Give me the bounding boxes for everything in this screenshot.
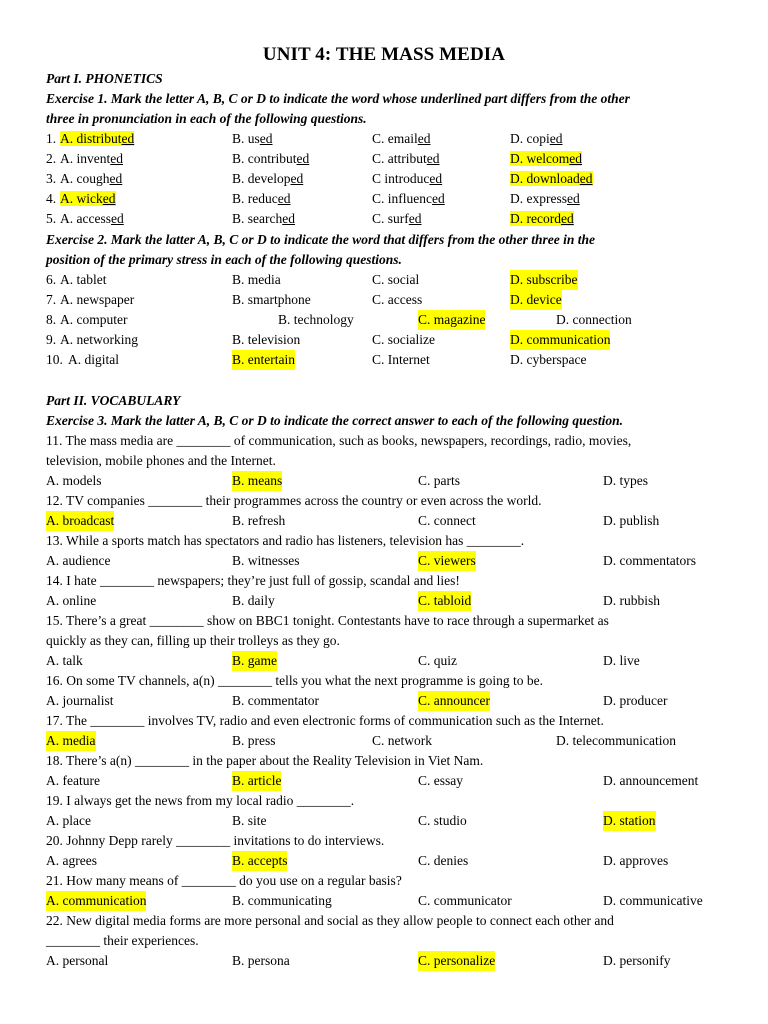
option-text	[372, 191, 445, 206]
highlighted-answer: A. broadcast	[46, 511, 114, 531]
underlined-part: ed	[417, 131, 431, 146]
answer-option	[372, 169, 442, 189]
question-text: 14. I hate ________ newspapers; they’re just full of gossip, scandal and lies!	[46, 573, 460, 588]
option-text	[372, 131, 431, 146]
answer-option: A. digital	[68, 352, 119, 367]
answer-option: D. types	[603, 473, 648, 488]
question-number: 9.	[46, 332, 57, 347]
answer-option: C. parts	[418, 473, 460, 488]
underlined-part: ed	[121, 131, 135, 146]
highlighted-answer: B. article	[232, 771, 281, 791]
answer-option	[60, 189, 116, 209]
answer-option	[372, 149, 440, 169]
exercise3-instruction: Exercise 3. Mark the latter A, B, C or D to indicate the correct answer to each of the following question.	[46, 413, 624, 428]
question-text: 20. Johnny Depp rarely ________ invitations to do interviews.	[46, 833, 385, 848]
options-row	[46, 551, 746, 571]
answer-option: D. approves	[603, 853, 669, 868]
question-text: 15. There’s a great ________ show on BBC1 tonight. Contestants have to race through a supermarket as	[46, 613, 609, 628]
answer-option: C. Internet	[372, 352, 430, 367]
options-row	[46, 471, 746, 491]
answer-option: B. television	[232, 332, 301, 347]
answer-option	[60, 209, 124, 229]
question-row	[46, 270, 746, 290]
underlined-part: ed	[282, 211, 295, 226]
answer-option: D. telecommunication	[556, 733, 676, 748]
answer-option	[510, 209, 574, 229]
exercise1-instruction-line2: three in pronunciation in each of the following questions.	[46, 111, 367, 126]
question-number: 8.	[46, 312, 57, 327]
answer-option: B. site	[232, 813, 267, 828]
answer-option: C. network	[372, 733, 432, 748]
answer-option: D. commentators	[603, 553, 696, 568]
answer-option: C. social	[372, 272, 420, 287]
highlighted-answer	[510, 171, 593, 186]
option-stem: C. attribut	[372, 151, 427, 166]
question-text: 19. I always get the news from my local radio ________.	[46, 793, 355, 808]
answer-option	[510, 149, 582, 169]
question-row	[46, 209, 746, 229]
option-text	[232, 171, 303, 186]
question-number: 5.	[46, 211, 57, 226]
highlighted-answer: D. communication	[510, 330, 610, 350]
underlined-part: ed	[567, 191, 580, 206]
option-text	[372, 211, 422, 226]
question-row	[46, 310, 746, 330]
question-text: 16. On some TV channels, a(n) ________ tells you what the next programme is going to be.	[46, 673, 544, 688]
answer-option: D. producer	[603, 693, 668, 708]
page-title: UNIT 4: THE MASS MEDIA	[262, 44, 506, 65]
answer-option: C. access	[372, 292, 423, 307]
answer-option: A. place	[46, 813, 91, 828]
option-stem: B. reduc	[232, 191, 278, 206]
question-text: 13. While a sports match has spectators and radio has listeners, television has ________.	[46, 533, 525, 548]
underlined-part: ed	[259, 131, 273, 146]
answer-option	[510, 189, 580, 209]
question-text: television, mobile phones and the Internet.	[46, 453, 276, 468]
part2-heading: Part II. VOCABULARY	[46, 393, 181, 408]
option-text	[232, 151, 309, 166]
highlighted-answer: B. means	[232, 471, 282, 491]
question-row	[46, 129, 746, 149]
option-stem: B. develop	[232, 171, 291, 186]
answer-option: A. personal	[46, 953, 109, 968]
options-row	[46, 651, 746, 671]
option-text	[232, 131, 273, 146]
option-text	[232, 191, 290, 206]
option-stem: D. record	[510, 211, 561, 226]
answer-option: D. cyberspace	[510, 352, 587, 367]
option-stem: D. download	[510, 171, 580, 186]
exercise2-instruction-line1: Exercise 2. Mark the latter A, B, C or D to indicate the word that differs from the other three in the	[46, 232, 596, 247]
underlined-part: ed	[579, 171, 593, 186]
option-stem: C introduc	[372, 171, 430, 186]
underlined-part: ed	[560, 211, 574, 226]
answer-option: C. essay	[418, 773, 463, 788]
option-stem: D. express	[510, 191, 567, 206]
answer-option: A. computer	[60, 312, 128, 327]
answer-option: C. quiz	[418, 653, 457, 668]
option-stem: D. copi	[510, 131, 550, 146]
answer-option: A. online	[46, 593, 97, 608]
question-row	[46, 350, 746, 370]
underlined-part: ed	[296, 151, 310, 166]
answer-option	[372, 209, 422, 229]
answer-option: A. feature	[46, 773, 100, 788]
option-stem: C. email	[372, 131, 418, 146]
question-number: 4.	[46, 191, 57, 206]
question-number: 3.	[46, 171, 57, 186]
options-row	[46, 691, 746, 711]
option-text	[510, 191, 580, 206]
option-stem: A. access	[60, 211, 111, 226]
highlighted-answer: A. communication	[46, 891, 146, 911]
question-row	[46, 290, 746, 310]
answer-option	[510, 129, 563, 149]
answer-option	[372, 129, 431, 149]
answer-option	[232, 209, 295, 229]
highlighted-answer: D. station	[603, 811, 656, 831]
option-stem: B. contribut	[232, 151, 297, 166]
option-stem: A. cough	[60, 171, 110, 186]
answer-option	[372, 189, 445, 209]
answer-option: B. media	[232, 272, 281, 287]
answer-option: A. networking	[60, 332, 138, 347]
underlined-part: ed	[102, 191, 116, 206]
question-text: 21. How many means of ________ do you use on a regular basis?	[46, 873, 402, 888]
underlined-part: ed	[429, 171, 443, 186]
question-text: 17. The ________ involves TV, radio and even electronic forms of communication such as the Internet.	[46, 713, 604, 728]
answer-option: D. live	[603, 653, 640, 668]
highlighted-answer: C. personalize	[418, 951, 495, 971]
underlined-part: ed	[109, 171, 123, 186]
option-stem: A. distribut	[60, 131, 122, 146]
exercise1-instruction-line1: Exercise 1. Mark the letter A, B, C or D to indicate the word whose underlined part differs from the other	[46, 91, 630, 106]
question-number: 6.	[46, 272, 57, 287]
highlighted-answer	[60, 191, 116, 206]
answer-option	[232, 129, 273, 149]
option-stem: B. search	[232, 211, 283, 226]
highlighted-answer: C. magazine	[418, 310, 485, 330]
question-text: 11. The mass media are ________ of communication, such as books, newspapers, recordings, radio, movies,	[46, 433, 632, 448]
options-row	[46, 811, 746, 831]
question-text: quickly as they can, filling up their trolleys as they go.	[46, 633, 340, 648]
answer-option: B. persona	[232, 953, 290, 968]
question-number: 7.	[46, 292, 57, 307]
underlined-part: ed	[408, 211, 422, 226]
option-text	[510, 131, 563, 146]
options-row	[46, 891, 746, 911]
underlined-part: ed	[110, 211, 124, 226]
answer-option: A. audience	[46, 553, 111, 568]
option-text	[60, 171, 122, 186]
option-stem: A. invent	[60, 151, 111, 166]
question-text: 18. There’s a(n) ________ in the paper about the Reality Television in Viet Nam.	[46, 753, 484, 768]
option-text	[60, 151, 123, 166]
options-row	[46, 851, 746, 871]
options-row	[46, 951, 746, 971]
options-row	[46, 771, 746, 791]
answer-option: D. communicative	[603, 893, 703, 908]
question-row	[46, 169, 746, 189]
question-number: 10.	[46, 352, 63, 367]
answer-option	[510, 169, 593, 189]
highlighted-answer	[510, 211, 574, 226]
underlined-part: ed	[110, 151, 123, 166]
answer-option: C. denies	[418, 853, 469, 868]
options-row	[46, 591, 746, 611]
highlighted-answer: B. entertain	[232, 350, 295, 370]
answer-option: B. commentator	[232, 693, 319, 708]
answer-option: A. tablet	[60, 272, 107, 287]
underlined-part: ed	[432, 191, 445, 206]
answer-option	[232, 189, 290, 209]
highlighted-answer	[60, 131, 134, 146]
underlined-part: ed	[549, 131, 563, 146]
question-text: 12. TV companies ________ their programmes across the country or even across the world.	[46, 493, 542, 508]
answer-option: C. socialize	[372, 332, 435, 347]
answer-option: B. technology	[278, 312, 354, 327]
answer-option: D. connection	[556, 312, 632, 327]
answer-option: B. witnesses	[232, 553, 300, 568]
answer-option: B. daily	[232, 593, 275, 608]
question-text: ________ their experiences.	[46, 933, 199, 948]
highlighted-answer: A. media	[46, 731, 96, 751]
answer-option: D. personify	[603, 953, 671, 968]
answer-option	[232, 169, 303, 189]
answer-option: A. agrees	[46, 853, 97, 868]
answer-option: A. models	[46, 473, 102, 488]
answer-option: A. journalist	[46, 693, 114, 708]
highlighted-answer: D. device	[510, 290, 562, 310]
question-number: 1.	[46, 131, 57, 146]
answer-option	[232, 149, 309, 169]
highlighted-answer: B. game	[232, 651, 277, 671]
highlighted-answer: D. subscribe	[510, 270, 578, 290]
exercise2-instruction-line2: position of the primary stress in each of the following questions.	[46, 252, 402, 267]
answer-option: A. talk	[46, 653, 83, 668]
option-stem: A. wick	[60, 191, 103, 206]
option-text	[372, 171, 442, 186]
highlighted-answer	[510, 151, 582, 166]
options-row	[46, 731, 746, 751]
answer-option: C. communicator	[418, 893, 512, 908]
answer-option	[60, 169, 122, 189]
question-text: 22. New digital media forms are more personal and social as they allow people to connect each other and	[46, 913, 614, 928]
answer-option: B. press	[232, 733, 276, 748]
option-text	[60, 211, 124, 226]
option-stem: D. welcom	[510, 151, 570, 166]
underlined-part: ed	[277, 191, 291, 206]
answer-option: B. communicating	[232, 893, 332, 908]
options-row	[46, 511, 746, 531]
question-row	[46, 149, 746, 169]
option-stem: C. influenc	[372, 191, 432, 206]
answer-option: C. studio	[418, 813, 467, 828]
option-stem: B. us	[232, 131, 260, 146]
highlighted-answer: C. viewers	[418, 551, 476, 571]
answer-option: D. announcement	[603, 773, 699, 788]
answer-option	[60, 129, 134, 149]
underlined-part: ed	[426, 151, 440, 166]
answer-option: D. publish	[603, 513, 660, 528]
answer-option	[60, 149, 123, 169]
question-number: 2.	[46, 151, 57, 166]
question-row	[46, 330, 746, 350]
answer-option: A. newspaper	[60, 292, 135, 307]
part1-heading: Part I. PHONETICS	[46, 71, 163, 86]
answer-option: B. refresh	[232, 513, 286, 528]
highlighted-answer: C. announcer	[418, 691, 490, 711]
underlined-part: ed	[569, 151, 582, 166]
option-text	[372, 151, 440, 166]
answer-option: B. smartphone	[232, 292, 311, 307]
highlighted-answer: B. accepts	[232, 851, 287, 871]
highlighted-answer: C. tabloid	[418, 591, 471, 611]
answer-option: C. connect	[418, 513, 476, 528]
option-stem: C. surf	[372, 211, 409, 226]
answer-option: D. rubbish	[603, 593, 660, 608]
option-text	[232, 211, 295, 226]
underlined-part: ed	[290, 171, 304, 186]
question-row	[46, 189, 746, 209]
